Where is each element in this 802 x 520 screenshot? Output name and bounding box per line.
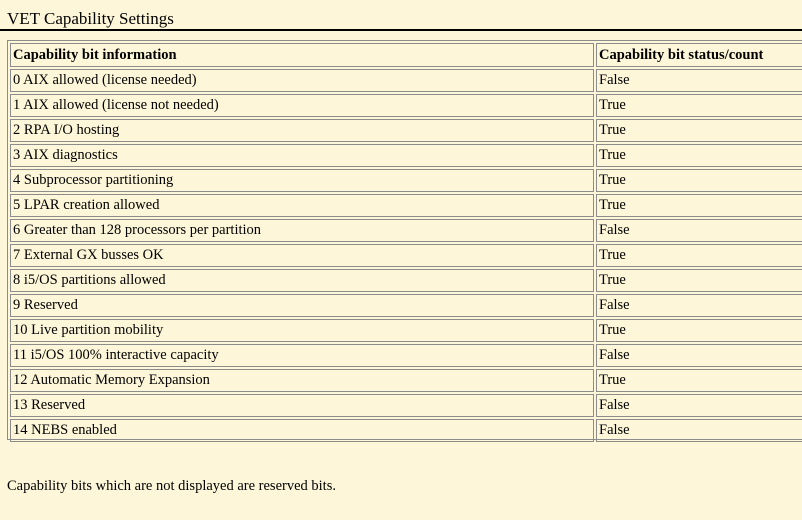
capability-bit-info: 1 AIX allowed (license not needed): [10, 94, 594, 117]
capability-bit-info: 9 Reserved: [10, 294, 594, 317]
capability-bit-info: 8 i5/OS partitions allowed: [10, 269, 594, 292]
capability-bit-info: 10 Live partition mobility: [10, 319, 594, 342]
capability-bit-status: False: [596, 69, 802, 92]
capability-bit-status: True: [596, 169, 802, 192]
capability-bit-info: 14 NEBS enabled: [10, 419, 594, 442]
capability-bit-status: False: [596, 419, 802, 442]
table-row: [10, 369, 802, 392]
capability-bit-info: 2 RPA I/O hosting: [10, 119, 594, 142]
capability-bit-info: 0 AIX allowed (license needed): [10, 69, 594, 92]
capability-bit-status: True: [596, 194, 802, 217]
capability-bit-info: 3 AIX diagnostics: [10, 144, 594, 167]
capability-bit-status: False: [596, 394, 802, 417]
capability-bit-info: 12 Automatic Memory Expansion: [10, 369, 594, 392]
capability-bit-status: True: [596, 244, 802, 267]
capability-bit-status: False: [596, 294, 802, 317]
capability-bit-info: 7 External GX busses OK: [10, 244, 594, 267]
table-row: [10, 344, 802, 367]
table-row: [10, 219, 802, 242]
table-row: [10, 269, 802, 292]
table-row: [10, 194, 802, 217]
table-row: [10, 244, 802, 267]
title-divider: [0, 29, 802, 31]
column-header-status: Capability bit status/count: [596, 43, 802, 67]
page-title: VET Capability Settings: [7, 9, 174, 28]
capability-bit-status: True: [596, 94, 802, 117]
capability-bit-status: True: [596, 369, 802, 392]
capability-bit-status: True: [596, 319, 802, 342]
table-row: [10, 169, 802, 192]
column-header-info: Capability bit information: [10, 43, 594, 67]
capability-bit-status: True: [596, 119, 802, 142]
capability-bit-info: 5 LPAR creation allowed: [10, 194, 594, 217]
capability-bit-info: 6 Greater than 128 processors per partition: [10, 219, 594, 242]
table-row: [10, 94, 802, 117]
reserved-bits-note: Capability bits which are not displayed are reserved bits.: [7, 478, 336, 494]
table-row: [10, 319, 802, 342]
table-row: [10, 419, 802, 442]
table-header-row: [10, 43, 802, 67]
table-body: [10, 69, 802, 442]
capability-bit-status: False: [596, 344, 802, 367]
capability-bit-status: True: [596, 269, 802, 292]
table-row: [10, 144, 802, 167]
capability-table-frame: [7, 40, 802, 440]
capability-bit-info: 11 i5/OS 100% interactive capacity: [10, 344, 594, 367]
capability-bit-status: False: [596, 219, 802, 242]
capability-bit-info: 4 Subprocessor partitioning: [10, 169, 594, 192]
table-row: [10, 394, 802, 417]
capability-bit-status: True: [596, 144, 802, 167]
capability-bit-info: 13 Reserved: [10, 394, 594, 417]
capability-table: [8, 41, 802, 444]
table-row: [10, 119, 802, 142]
table-row: [10, 294, 802, 317]
table-row: [10, 69, 802, 92]
